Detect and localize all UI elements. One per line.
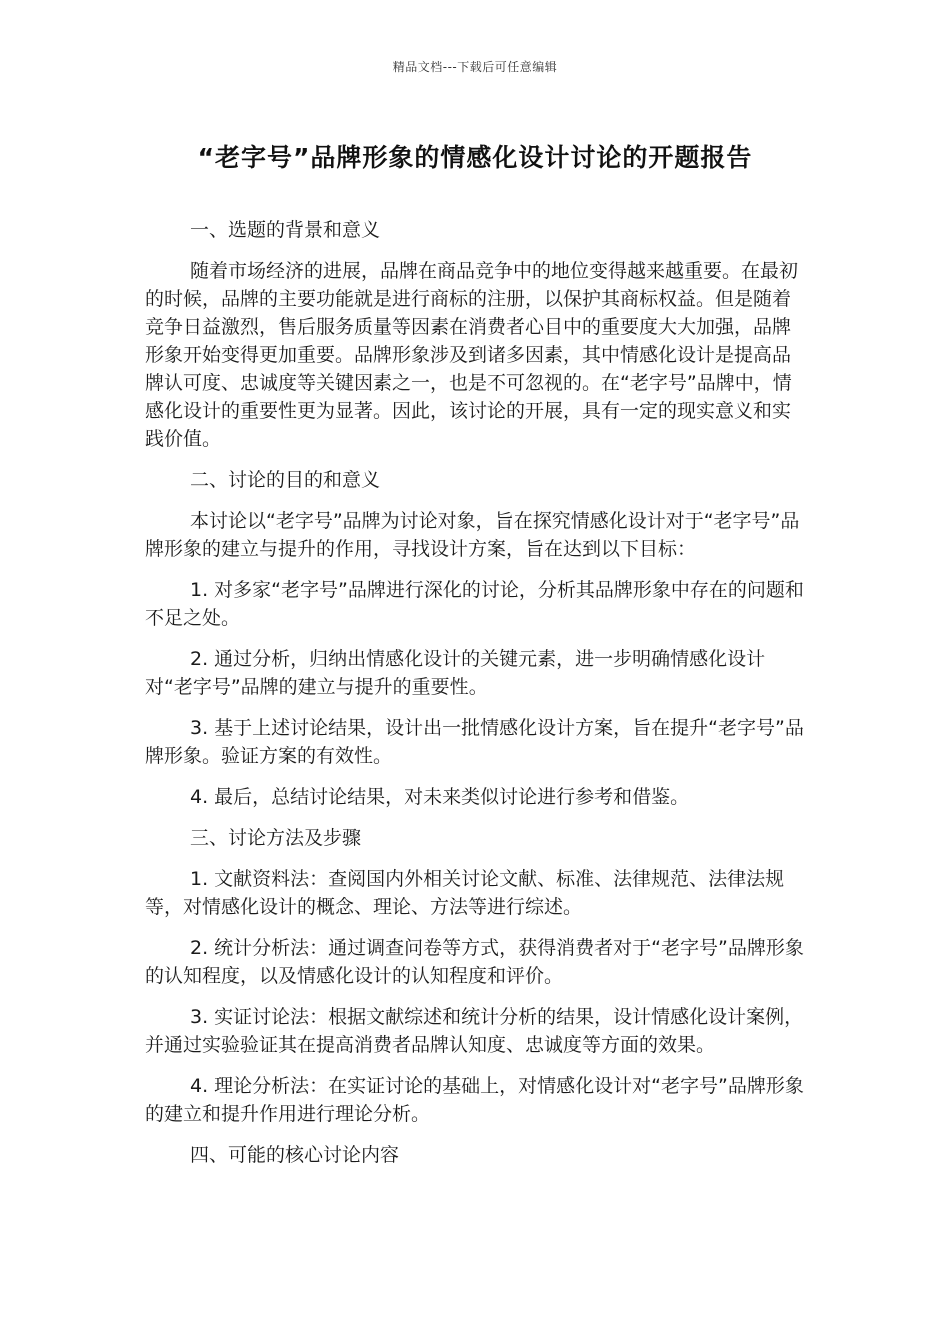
- list-item-goal-2: 2. 通过分析，归纳出情感化设计的关键元素，进一步明确情感化设计对“老字号”品牌的建立与提升的重要性。: [145, 648, 766, 698]
- list-item-method-3: 3. 实证讨论法：根据文献综述和统计分析的结果，设计情感化设计案例，并通过实验验证其在提高消费者品牌认知度、忠诚度等方面的效果。: [145, 1006, 804, 1056]
- list-item-method-1: 1. 文献资料法：查阅国内外相关讨论文献、标准、法律规范、法律法规等，对情感化设计的概念、理论、方法等进行综述。: [145, 868, 785, 918]
- header-note: 精品文档---下载后可任意编辑: [392, 60, 558, 74]
- section-heading-background: 一、选题的背景和意义: [190, 219, 381, 241]
- list-item-method-4: 4. 理论分析法：在实证讨论的基础上，对情感化设计对“老字号”品牌形象的建立和提升作用进行理论分析。: [145, 1075, 804, 1125]
- document-body: [145, 216, 805, 1182]
- list-item-method-2: 2. 统计分析法：通过调查问卷等方式，获得消费者对于“老字号”品牌形象的认知程度，以及情感化设计的认知程度和评价。: [145, 937, 804, 987]
- section-heading-core-content: 四、可能的核心讨论内容: [190, 1144, 400, 1166]
- list-item-goal-1: 1. 对多家“老字号”品牌进行深化的讨论，分析其品牌形象中存在的问题和不足之处。: [145, 579, 804, 629]
- paragraph-background: 随着市场经济的进展，品牌在商品竞争中的地位变得越来越重要。在最初的时候，品牌的主要功能就是进行商标的注册，以保护其商标权益。但是随着竞争日益激烈，售后服务质量等因素在消费者心目中的重要度大大加强，品牌形象开始变得更加重要。品牌形象涉及到诸多因素，其中情感化设计是提高品牌认可度、忠诚度等关键因素之一，也是不可忽视的。在“老字号”品牌中，情感化设计的重要性更为显著。因此，该讨论的开展，具有一定的现实意义和实践价值。: [145, 260, 799, 450]
- list-item-goal-4: 4. 最后，总结讨论结果，对未来类似讨论进行参考和借鉴。: [190, 786, 690, 808]
- paragraph-purpose: 本讨论以“老字号”品牌为讨论对象，旨在探究情感化设计对于“老字号”品牌形象的建立与提升的作用，寻找设计方案，旨在达到以下目标：: [145, 510, 800, 560]
- document-title: “老字号”品牌形象的情感化设计讨论的开题报告: [197, 143, 753, 172]
- section-heading-purpose: 二、讨论的目的和意义: [190, 469, 381, 491]
- list-item-goal-3: 3. 基于上述讨论结果，设计出一批情感化设计方案，旨在提升“老字号”品牌形象。验证方案的有效性。: [145, 717, 804, 767]
- section-heading-methods: 三、讨论方法及步骤: [190, 827, 362, 849]
